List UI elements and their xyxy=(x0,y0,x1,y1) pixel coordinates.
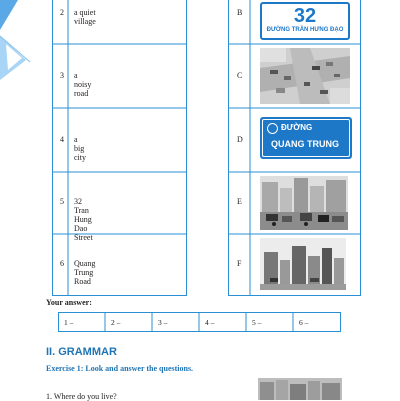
row-phrase: a quiet village xyxy=(74,8,96,26)
pictures-table xyxy=(228,0,361,296)
row-phrase: a big city xyxy=(74,135,86,162)
exercise-instruction: Exercise 1: Look and answer the questions. xyxy=(46,364,194,373)
question-text: 1. Where do you live? xyxy=(46,392,117,401)
answer-table xyxy=(58,312,341,332)
sign-line-1: ĐƯỜNG xyxy=(281,123,313,132)
row-letter: F xyxy=(237,259,242,268)
row-number: 4 xyxy=(60,135,64,144)
answer-field-1[interactable]: 1 – xyxy=(64,318,74,327)
row-number: 6 xyxy=(60,259,64,268)
phrases-table xyxy=(52,0,187,296)
row-letter: D xyxy=(237,135,243,144)
sign-line-2: QUANG TRUNG xyxy=(271,139,339,149)
intersection-photo xyxy=(260,48,350,104)
city-buildings-photo xyxy=(260,238,346,290)
answer-field-4[interactable]: 4 – xyxy=(205,318,215,327)
row-phrase: Quang Trung Road xyxy=(74,259,96,286)
answer-field-3[interactable]: 3 – xyxy=(158,318,168,327)
row-letter: E xyxy=(237,197,242,206)
sign-emblem-icon xyxy=(267,123,278,134)
answer-field-5[interactable]: 5 – xyxy=(252,318,262,327)
row-letter: C xyxy=(237,71,243,80)
sign-street-name: ĐƯỜNG TRẦN HƯNG ĐẠO xyxy=(266,27,344,33)
section-heading: II. GRAMMAR xyxy=(46,346,117,358)
row-phrase: a noisy road xyxy=(74,71,92,98)
row-number: 3 xyxy=(60,71,64,80)
row-phrase: 32 Tran Hung Dao Street xyxy=(74,197,93,242)
phrases-table-grid xyxy=(52,0,187,296)
row-letter: B xyxy=(237,8,243,17)
answer-field-2[interactable]: 2 – xyxy=(111,318,121,327)
sign-number: 32 xyxy=(293,5,317,27)
row-number: 2 xyxy=(60,8,64,17)
street-sign-image xyxy=(260,2,350,40)
answer-label: Your answer: xyxy=(46,298,92,307)
answer-field-6[interactable]: 6 – xyxy=(299,318,309,327)
street-sign-image xyxy=(260,117,352,159)
street-photo xyxy=(258,378,342,400)
city-traffic-photo xyxy=(260,176,348,230)
row-number: 5 xyxy=(60,197,64,206)
corner-decoration xyxy=(0,0,48,80)
